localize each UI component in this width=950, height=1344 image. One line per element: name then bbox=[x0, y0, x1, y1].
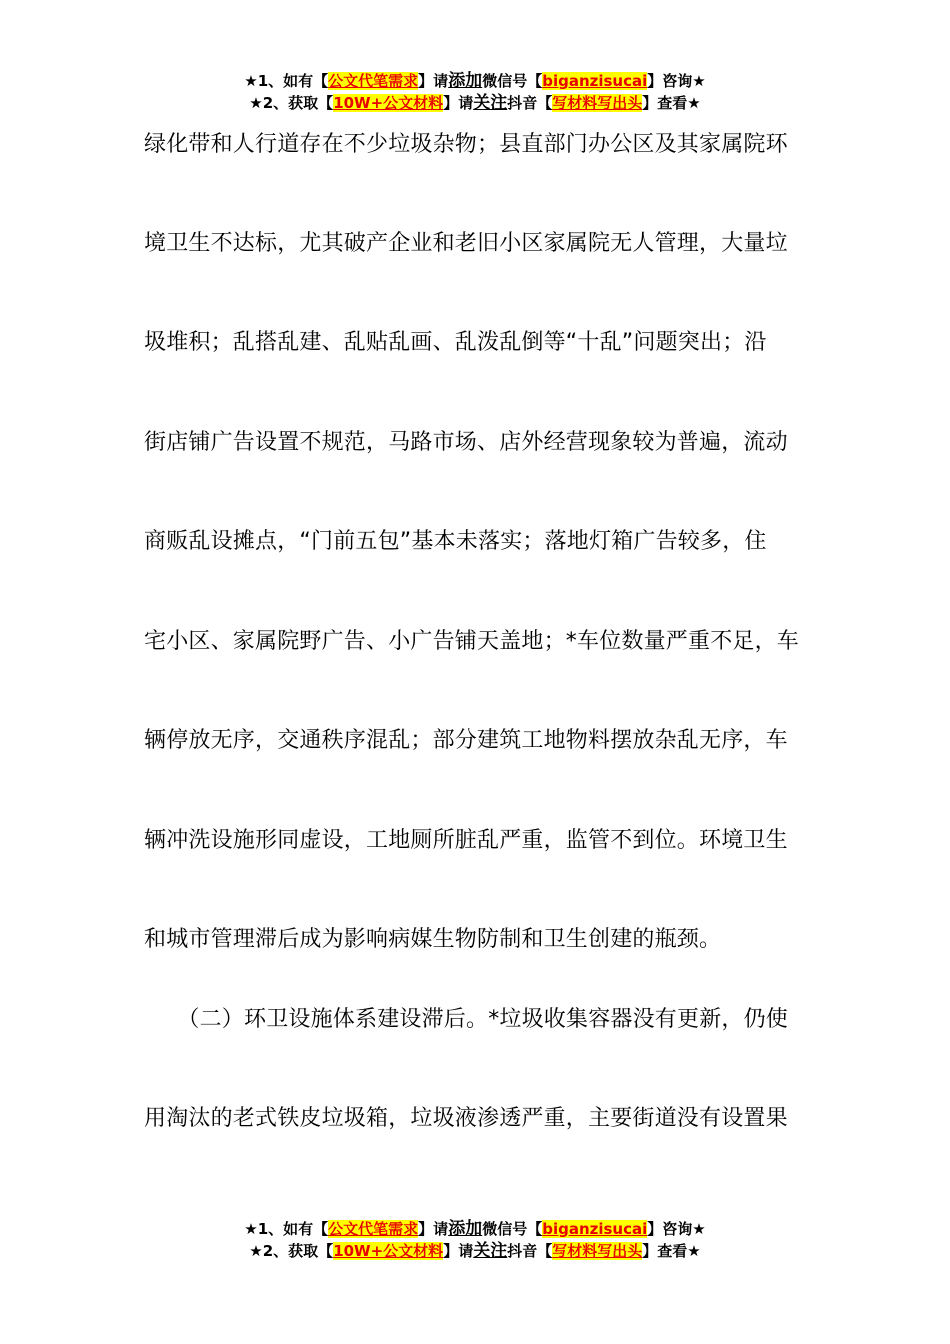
header-materials-highlight: 10W+公文材料 bbox=[333, 94, 444, 112]
header-line-2-suffix: 】查看★ bbox=[642, 94, 701, 112]
header-line-1-mid: 】请 bbox=[418, 72, 449, 90]
body-line: 境卫生不达标，尤其破产企业和老旧小区家属院无人管理，大量垃 bbox=[144, 231, 788, 256]
body-line: 绿化带和人行道存在不少垃圾杂物；县直部门办公区及其家属院环 bbox=[144, 132, 788, 157]
header-line-2-prefix: ★2、获取【 bbox=[249, 94, 334, 112]
footer-line-1-prefix: ★1、如有【 bbox=[244, 1220, 329, 1238]
header-wechat-id: biganzisucai bbox=[542, 72, 648, 90]
body-line: 和城市管理滞后成为影响病媒生物防制和卫生创建的瓶颈。 bbox=[144, 927, 722, 952]
footer-line-1-suffix: 】咨询★ bbox=[647, 1220, 706, 1238]
body-line: 辆冲洗设施形同虚设，工地厕所脏乱严重，监管不到位。环境卫生 bbox=[144, 828, 788, 853]
footer-line-2-prefix: ★2、获取【 bbox=[249, 1242, 334, 1260]
header-line-1-mid2: 微信号【 bbox=[482, 72, 543, 90]
header-line-1-suffix: 】咨询★ bbox=[647, 72, 706, 90]
header-add-emphasis: 添加 bbox=[448, 71, 483, 91]
header-line-2-mid: 】请 bbox=[443, 94, 474, 112]
footer-line-2-suffix: 】查看★ bbox=[642, 1242, 701, 1260]
footer-line-2 bbox=[0, 1240, 950, 1262]
header-douyin-id: 写材料写出头 bbox=[552, 94, 643, 112]
body-line: 辆停放无序，交通秩序混乱；部分建筑工地物料摆放杂乱无序，车 bbox=[144, 728, 788, 753]
body-line: 圾堆积；乱搭乱建、乱贴乱画、乱泼乱倒等“十乱”问题突出；沿 bbox=[144, 330, 767, 355]
header-follow-emphasis: 关注 bbox=[473, 93, 508, 113]
body-line: 街店铺广告设置不规范，马路市场、店外经营现象较为普遍，流动 bbox=[144, 430, 788, 455]
header-line-2-mid2: 抖音【 bbox=[507, 94, 553, 112]
footer-douyin-id: 写材料写出头 bbox=[552, 1242, 643, 1260]
footer-line-1-mid: 】请 bbox=[418, 1220, 449, 1238]
footer-line-2-mid: 】请 bbox=[443, 1242, 474, 1260]
footer-line-1-mid2: 微信号【 bbox=[482, 1220, 543, 1238]
footer-banner bbox=[0, 1218, 950, 1262]
body-line: 用淘汰的老式铁皮垃圾箱，垃圾液渗透严重，主要街道没有设置果 bbox=[144, 1106, 788, 1131]
footer-service-highlight: 公文代笔需求 bbox=[328, 1220, 419, 1238]
body-line: 商贩乱设摊点，“门前五包”基本未落实；落地灯箱广告较多，住 bbox=[144, 529, 767, 554]
footer-line-2-mid2: 抖音【 bbox=[507, 1242, 553, 1260]
header-line-1-prefix: ★1、如有【 bbox=[244, 72, 329, 90]
footer-wechat-id: biganzisucai bbox=[542, 1220, 648, 1238]
footer-add-emphasis: 添加 bbox=[448, 1219, 483, 1239]
body-line: 宅小区、家属院野广告、小广告铺天盖地；*车位数量严重不足，车 bbox=[144, 629, 800, 654]
footer-line-1 bbox=[0, 1218, 950, 1240]
footer-follow-emphasis: 关注 bbox=[473, 1241, 508, 1261]
header-service-highlight: 公文代笔需求 bbox=[328, 72, 419, 90]
section-heading-line: （二）环卫设施体系建设滞后。*垃圾收集容器没有更新，仍使 bbox=[144, 1007, 789, 1032]
footer-materials-highlight: 10W+公文材料 bbox=[333, 1242, 444, 1260]
